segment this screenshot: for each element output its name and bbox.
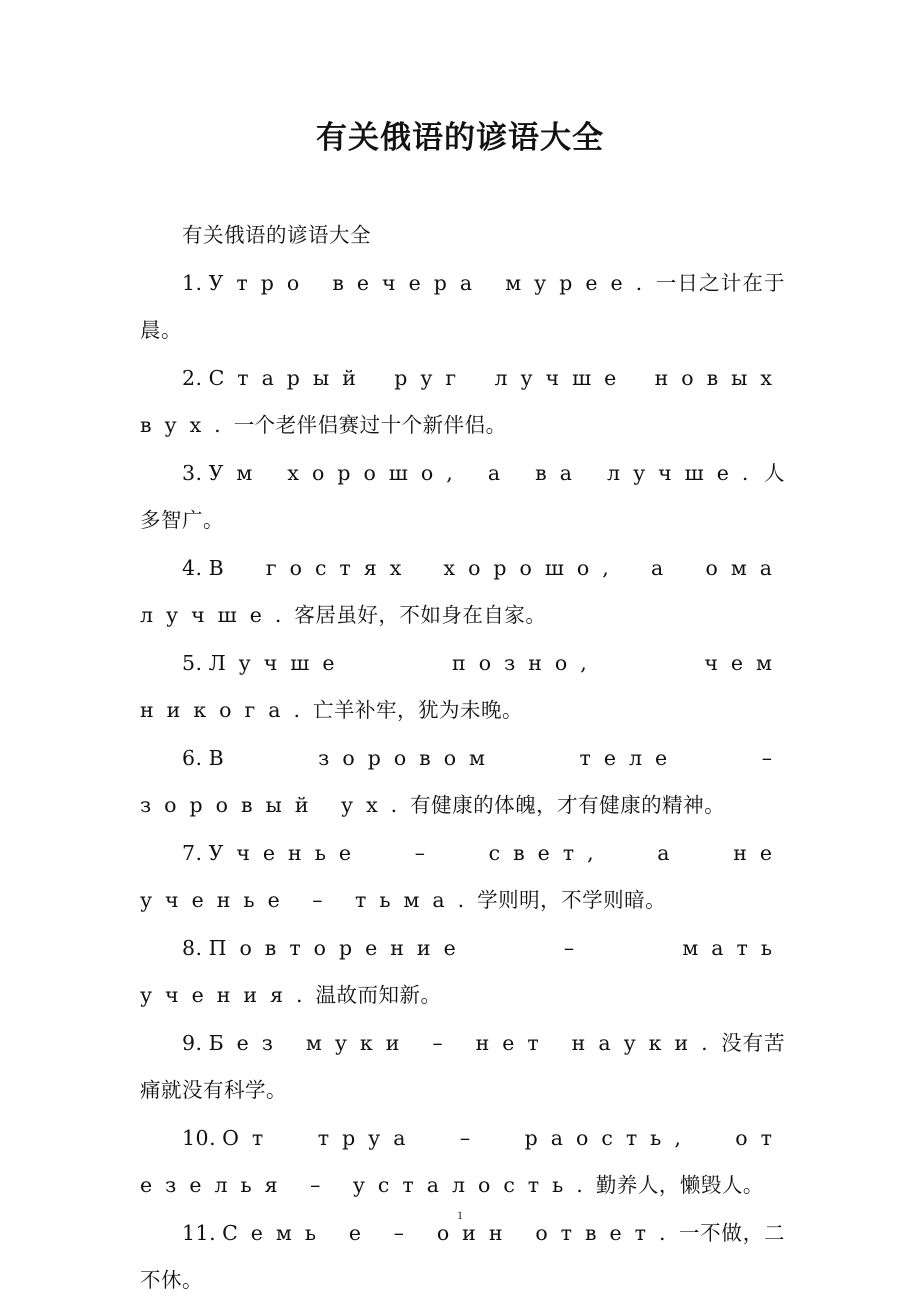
proverb-number: 6. [182, 745, 203, 770]
proverb-4 [140, 545, 785, 640]
document-title: 有关俄语的谚语大全 [316, 120, 604, 156]
proverb-russian: В зоровом теле – зоровый ух. [140, 745, 785, 817]
proverb-number: 5. [182, 650, 203, 675]
proverb-chinese: 一日之计在于晨。 [140, 270, 785, 342]
proverb-chinese: 温故而知新。 [315, 983, 442, 1007]
proverb-russian: Повторение – мать учения. [140, 935, 785, 1007]
document-body [140, 212, 785, 1305]
proverb-number: 9. [182, 1030, 203, 1055]
proverb-chinese: 一不做，二不休。 [140, 1220, 785, 1292]
proverb-russian: В гостях хорошо, а ома лучше. [140, 555, 785, 627]
proverb-number: 2. [182, 365, 203, 390]
proverb-chinese: 一个老伴侣赛过十个新伴侣。 [233, 413, 507, 437]
proverb-8 [140, 925, 785, 1020]
proverb-1 [140, 260, 785, 355]
proverb-number: 8. [182, 935, 203, 960]
proverb-russian: Ум хорошо, а ва лучше. [208, 460, 762, 485]
proverb-chinese: 人多智广。 [140, 460, 785, 532]
proverb-7 [140, 830, 785, 925]
proverb-russian: Старый руг лучше новых вух. [140, 365, 785, 437]
proverb-number: 11. [182, 1220, 217, 1245]
proverb-2 [140, 355, 785, 450]
proverb-russian: Без муки – нет науки. [208, 1030, 721, 1055]
page-number: 1 [457, 1208, 463, 1222]
proverb-chinese: 有健康的体魄，才有健康的精神。 [410, 793, 726, 817]
proverb-number: 4. [182, 555, 203, 580]
proverb-russian: Ученье – свет, а не ученье – тьма. [140, 840, 785, 912]
proverb-10 [140, 1115, 785, 1210]
proverb-9 [140, 1020, 785, 1115]
proverb-number: 3. [182, 460, 203, 485]
proverb-russian: Лучше позно, чем никога. [140, 650, 785, 722]
proverb-chinese: 勤养人，懒毁人。 [595, 1173, 764, 1197]
proverb-number: 1. [182, 270, 203, 295]
proverb-chinese: 亡羊补牢，犹为未晚。 [312, 698, 523, 722]
proverb-5 [140, 640, 785, 735]
proverb-chinese: 客居虽好，不如身在自家。 [294, 603, 547, 627]
proverb-chinese: 没有苦痛就没有科学。 [140, 1030, 785, 1102]
proverb-chinese: 学则明，不学则暗。 [477, 888, 667, 912]
proverb-3 [140, 450, 785, 545]
proverb-6 [140, 735, 785, 830]
proverb-russian: Утро вечера мурее. [208, 270, 656, 295]
proverb-number: 7. [182, 840, 203, 865]
proverb-russian: От труа – раость, от езелья – усталость. [140, 1125, 785, 1197]
proverb-russian: Семь е – оин ответ. [222, 1220, 679, 1245]
document-subtitle: 有关俄语的谚语大全 [182, 223, 371, 247]
proverb-number: 10. [182, 1125, 217, 1150]
proverb-11 [140, 1210, 785, 1305]
